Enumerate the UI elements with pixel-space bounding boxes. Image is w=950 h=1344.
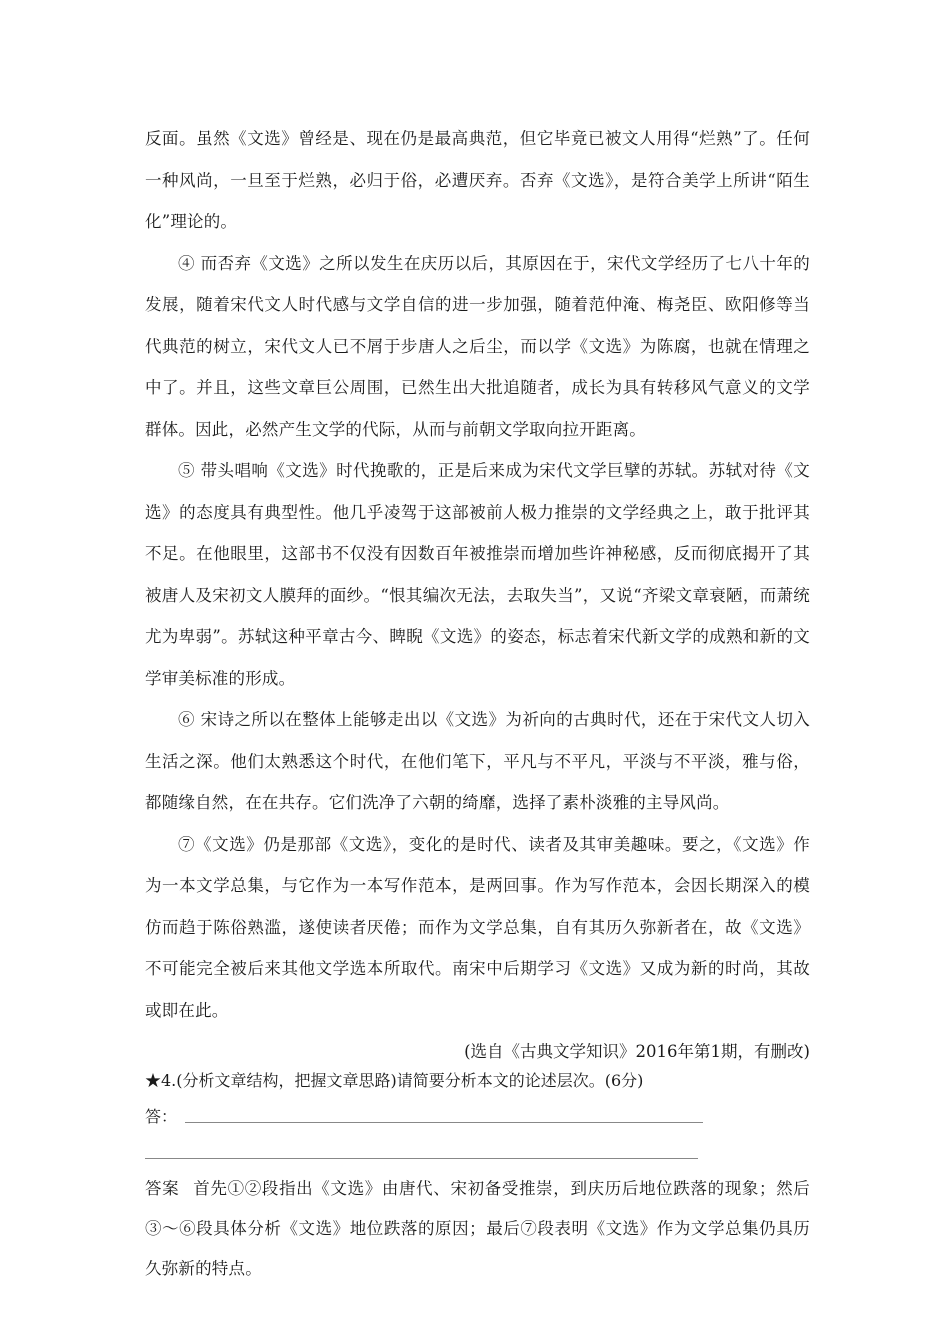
answer-key	[145, 1169, 810, 1289]
paragraph-5: ⑤ 带头唱响《文选》时代挽歌的，正是后来成为宋代文学巨擘的苏轼。苏轼对待《文选》的态度具有典型性。他几乎凌驾于这部被前人极力推崇的文学经典之上，敢于批评其不足。在他眼里，这部书不仅没有因数百年被推崇而增加些许神秘感，反而彻底揭开了其被唐人及宋初文人膜拜的面纱。“恨其编次无法，去取失当”，又说“齐梁文章衰陋，而萧统尤为卑弱”。苏轼这种平章古今、睥睨《文选》的姿态，标志着宋代新文学的成熟和新的文学审美标准的形成。	[145, 461, 810, 688]
answer-blank-line-1[interactable]	[185, 1104, 703, 1123]
answer-key-text: 首先①②段指出《文选》由唐代、宋初备受推崇，到庆历后地位跌落的现象；然后③～⑥段具体分析《文选》地位跌落的原因；最后⑦段表明《文选》作为文学总集仍具历久弥新的特点。	[145, 1178, 811, 1278]
answer-prompt: 答：	[145, 1106, 178, 1126]
answer-key-label: 答案	[145, 1178, 180, 1198]
paragraph-7: ⑦《文选》仍是那部《文选》，变化的是时代、读者及其审美趣味。要之，《文选》作为一本文学总集，与它作为一本写作范本，是两回事。作为写作范本，会因长期深入的模仿而趋于陈俗熟滥，遂使读者厌倦；而作为文学总集，自有其历久弥新者在，故《文选》不可能完全被后来其他文学选本所取代。南宋中后期学习《文选》又成为新的时尚，其故或即在此。	[145, 834, 810, 1020]
answer-blank-line-2[interactable]	[145, 1157, 698, 1159]
article-body	[145, 118, 810, 1289]
question-4: ★4.(分析文章结构，把握文章思路)请简要分析本文的论述层次。(6分)	[145, 1070, 644, 1090]
paragraph-4: ④ 而否弃《文选》之所以发生在庆历以后，其原因在于，宋代文学经历了七八十年的发展，随着宋代文人时代感与文学自信的进一步加强，随着范仲淹、梅尧臣、欧阳修等当代典范的树立，宋代文人已不屑于步唐人之后尘，而以学《文选》为陈腐，也就在情理之中了。并且，这些文章巨公周围，已然生出大批追随者，成长为具有转移风气意义的文学群体。因此，必然产生文学的代际，从而与前朝文学取向拉开距离。	[145, 253, 810, 439]
paragraph-6: ⑥ 宋诗之所以在整体上能够走出以《文选》为祈向的古典时代，还在于宋代文人切入生活之深。他们太熟悉这个时代，在他们笔下，平凡与不平凡，平淡与不平淡，雅与俗，都随缘自然，在在共存。它们洗净了六朝的绮靡，选择了素朴淡雅的主导风尚。	[145, 710, 810, 812]
answer-line	[145, 1097, 810, 1127]
source-citation: (选自《古典文学知识》2016年第1期，有删改)	[464, 1042, 810, 1061]
paragraph-continuation: 反面。虽然《文选》曾经是、现在仍是最高典范，但它毕竟已被文人用得“烂熟”了。任何一种风尚，一旦至于烂熟，必归于俗，必遭厌弃。否弃《文选》，是符合美学上所讲“陌生化”理论的。	[145, 129, 810, 231]
